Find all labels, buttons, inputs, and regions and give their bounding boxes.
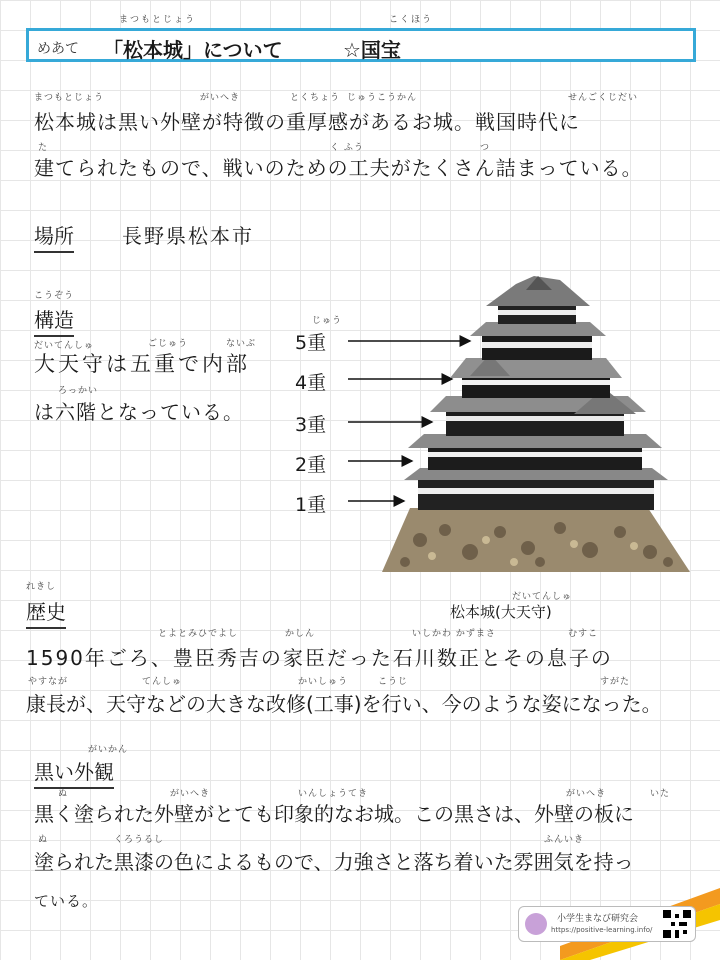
tier-label-3: 3重 [295,414,327,436]
ruby-inshouteki: いんしょうてき [298,789,369,799]
qr-code-icon [663,910,691,938]
ruby-nu-2: ぬ [38,835,49,845]
black-exterior-heading: 黒い外観 [34,756,114,789]
ruby-gojuu: ごじゅう [148,339,189,349]
org-url: https://positive-learning.info/ [551,926,653,934]
ruby-naibu: ないぶ [226,339,257,349]
history-heading-ruby: れきし [26,582,57,592]
tier-label-5: 5重 [295,332,327,354]
caption-ruby: だいてんしゅ [512,592,573,602]
ruby-ishikawakazumasa: いしかわ かずまさ [412,629,496,639]
ruby-juukoukan: じゅうこうかん [347,93,418,103]
ruby-ita: いた [650,789,671,799]
page-title: 「松本城」について [103,38,283,62]
ruby-matsumotojou: まつもとじょう [34,93,105,103]
tier-label-1: 1重 [295,494,327,516]
ruby-daitenshu: だいてんしゅ [34,341,95,351]
structure-heading: 構造 [34,304,74,337]
history-line-2: 康長が、天守などの大きな改修(工事)を行い、今のような姿になった。 [26,692,662,716]
intro-line-2: 建てられたもので、戦いのための工夫がたくさん詰まっている。 [34,156,643,180]
location-value: 長野県松本市 [122,224,254,248]
history-line-1: 1590年ごろ、豊臣秀吉の家臣だった石川数正とその息子の [26,646,613,670]
tier-label-2: 2重 [295,454,327,476]
structure-line-2: は六階となっている。 [34,400,244,424]
ruby-kaishuu: かいしゅう [298,677,349,687]
black-line-3: ている。 [34,892,99,910]
ruby-yasunaga: やすなが [28,677,69,687]
star-ruby: こくほう [389,15,434,25]
tier-label-4: 4重 [295,372,327,394]
intro-line-1: 松本城は黒い外壁が特徴の重厚感があるお城。戦国時代に [34,110,580,134]
castle-illustration [382,276,690,572]
ruby-sengokujidai: せんごくじだい [568,93,639,103]
ruby-tsu: つ [480,143,491,153]
ruby-kouji: こうじ [378,677,409,687]
ruby-musuko: むすこ [568,629,599,639]
ruby-kashin: かしん [285,629,316,639]
ruby-sugata: すがた [600,677,631,687]
national-treasure-title: ☆国宝 [343,38,401,62]
history-heading: 歴史 [26,596,66,629]
ruby-tenshu: てんしゅ [142,677,183,687]
black-line-2: 塗られた黒漆の色によるもので、力強さと落ち着いた雰囲気を持っ [34,850,634,874]
ruby-funiki: ふんいき [544,835,585,845]
footer-logo [518,906,696,942]
ruby-rokkai: ろっかい [58,386,99,396]
ruby-gaiheki: がいへき [200,93,241,103]
black-heading-ruby: がいかん [88,745,129,755]
structure-heading-ruby: こうぞう [34,291,75,301]
ruby-gaiheki-c: がいへき [566,789,607,799]
tier-ruby: じゅう [312,316,343,326]
structure-line-1: 大天守は五重で内部 [34,352,250,376]
black-line-1: 黒く塗られた外壁がとても印象的なお城。この黒さは、外壁の板に [34,802,634,826]
ruby-tokuchou: とくちょう [290,93,341,103]
castle-caption: 松本城(大天守) [450,603,552,621]
ruby-kufuu: く ふう [330,143,364,153]
ruby-toyotomihideyoshi: とよとみひでよし [158,629,239,639]
objective-label: めあて [37,41,79,57]
ruby-ta: た [38,143,49,153]
ruby-kuroushi: くろうるし [114,835,165,845]
ruby-gaiheki-b: がいへき [170,789,211,799]
org-name: 小学生まなび研究会 [557,914,639,924]
emblem-icon [525,913,547,935]
ruby-nu: ぬ [58,789,69,799]
title-ruby: まつもとじょう [119,15,197,25]
location-heading: 場所 [34,220,74,253]
